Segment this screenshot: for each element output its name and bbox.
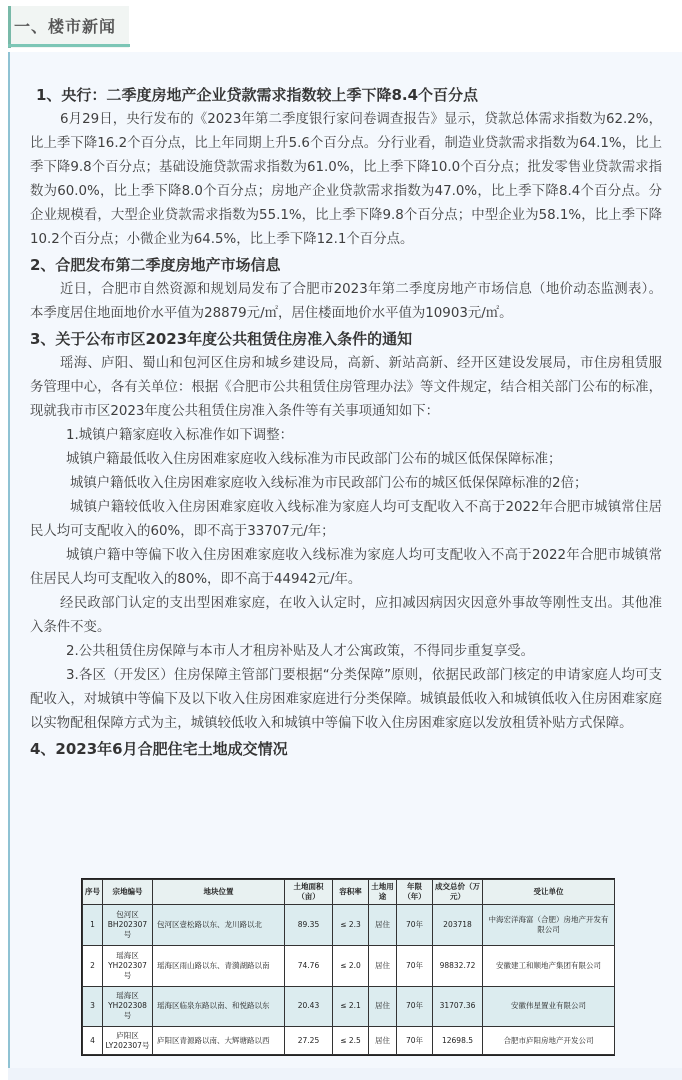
table-cell: 74.76 [285, 945, 333, 986]
heading-3: 3、关于公布市区2023年度公共租赁住房准入条件的通知 [30, 330, 413, 348]
table-cell: 1 [83, 905, 103, 946]
paragraph-3-line-b: 城镇户籍低收入住房困难家庭收入线标准为市民政部门公布的城区低保保障标准的2倍； [70, 476, 588, 491]
header-cell: 土地用途 [369, 880, 397, 905]
heading-2: 2、合肥发布第二季度房地产市场信息 [30, 256, 281, 274]
table-cell: 中海宏洋海富（合肥）房地产开发有限公司 [483, 905, 615, 946]
paragraph-3-line-c: 城镇户籍较低收入住房困难家庭收入线标准为家庭人均可支配收入不高于2022年合肥市城镇常住居民人均可支配收入的60%，即不高于33707元/年； [30, 500, 662, 539]
table-cell: 居住 [369, 905, 397, 946]
table-cell: 70年 [397, 945, 433, 986]
table-cell: 包河区壹松路以东、龙川路以北 [153, 905, 285, 946]
table-row [83, 986, 615, 1027]
paragraph-2: 近日，合肥市自然资源和规划局发布了合肥市2023年第二季度房地产市场信息（地价动态监测表）。本季度居住地面地价水平值为28879元/㎡，居住楼面地价水平值为10903元/㎡。 [30, 282, 662, 321]
paragraph-3-line-e: 经民政部门认定的支出型困难家庭，在收入认定时，应扣减因病因灾因意外事故等刚性支出。其他准入条件不变。 [30, 596, 662, 635]
table-row [83, 945, 615, 986]
section-title: 一、楼市新闻 [14, 17, 117, 36]
table-cell: 居住 [369, 1027, 397, 1055]
header-cell: 容积率 [333, 880, 369, 905]
table-cell: 70年 [397, 986, 433, 1027]
table-cell: 98832.72 [433, 945, 483, 986]
table-cell: 27.25 [285, 1027, 333, 1055]
section-title-underline [8, 44, 130, 47]
table-cell: 安徽建工和顺地产集团有限公司 [483, 945, 615, 986]
header-cell: 宗地编号 [103, 880, 153, 905]
header-cell: 土地面积（亩） [285, 880, 333, 905]
table-cell: 庐阳区LY202307号 [103, 1027, 153, 1055]
table-cell: 2 [83, 945, 103, 986]
table-cell: ≤ 2.0 [333, 945, 369, 986]
paragraph-3-line-a: 城镇户籍最低收入住房困难家庭收入线标准为市民政部门公布的城区低保保障标准； [66, 452, 562, 467]
paragraph-3-item3: 3.各区（开发区）住房保障主管部门要根据“分类保障”原则，依据民政部门核定的申请家庭人均可支配收入，对城镇中等偏下及以下收入住房困难家庭进行分类保障。城镇最低收入和城镇低收入住房困难家庭以实物配租保障方式为主，城镇较低收入和城镇中等偏下收入住房困难家庭以发放租赁补贴方式保障。 [30, 668, 662, 731]
article-body [30, 82, 662, 762]
header-cell: 序号 [83, 880, 103, 905]
table-cell: 瑶海区临泉东路以南、和悦路以东 [153, 986, 285, 1027]
table-cell: 合肥市庐阳房地产开发公司 [483, 1027, 615, 1055]
paragraph-3-item2: 2.公共租赁住房保障与本市人才租房补贴及人才公寓政策，不得同步重复享受。 [66, 644, 535, 659]
header-cell: 受让单位 [483, 880, 615, 905]
paragraph-1: 6月29日，央行发布的《2023年第二季度银行家问卷调查报告》显示，贷款总体需求指数为62.2%，比上季下降16.2个百分点，比上年同期上升5.6个百分点。分行业看，制造业贷款需求指数为64.1%，比上季下降9.8个百分点；基础设施贷款需求指数为61.0%，比上季下降10.0个百分点；批发零售业贷款需求指数为60.0%，比上季下降8.0个百分点；房地产企业贷款需求指数为47.0%，比上季下降8.4个百分点。分企业规模看，大型企业贷款需求指数为55.1%，比上季下降9.8个百分点；中型企业为58.1%，比上季下降10.2个百分点；小微企业为64.5%，比上季下降12.1个百分点。 [30, 112, 662, 247]
table-cell: 瑶海区YH202308号 [103, 986, 153, 1027]
table-cell: 20.43 [285, 986, 333, 1027]
bottom-strip [8, 1068, 682, 1080]
paragraph-3-intro: 瑶海、庐阳、蜀山和包河区住房和城乡建设局，高新、新站高新、经开区建设发展局，市住房租赁服务管理中心，各有关单位：根据《合肥市公共租赁住房管理办法》等文件规定，结合相关部门公布的标准，现就我市市区2023年度公共租赁住房准入条件等有关事项通知如下： [30, 356, 662, 419]
table-cell: 居住 [369, 945, 397, 986]
section-header [0, 0, 682, 52]
table-cell: ≤ 2.1 [333, 986, 369, 1027]
table-cell: ≤ 2.3 [333, 905, 369, 946]
heading-4: 4、2023年6月合肥住宅土地成交情况 [30, 740, 288, 758]
header-cell: 年限（年） [397, 880, 433, 905]
table-cell: 瑶海区雨山路以东、青漪湖路以南 [153, 945, 285, 986]
paragraph-3-line-d: 城镇户籍中等偏下收入住房困难家庭收入线标准为家庭人均可支配收入不高于2022年合肥市城镇常住居民人均可支配收入的80%，即不高于44942元/年。 [30, 548, 662, 587]
header-cell: 成交总价（万元） [433, 880, 483, 905]
table-cell: 4 [83, 1027, 103, 1055]
table-cell: 203718 [433, 905, 483, 946]
header-cell: 地块位置 [153, 880, 285, 905]
table-cell: 12698.5 [433, 1027, 483, 1055]
heading-1: 1、央行：二季度房地产企业贷款需求指数较上季下降8.4个百分点 [36, 86, 479, 104]
table-row [83, 1027, 615, 1055]
table-cell: 包河区BH202307号 [103, 905, 153, 946]
table-cell: 3 [83, 986, 103, 1027]
table-cell: 31707.36 [433, 986, 483, 1027]
table-cell: 庐阳区青源路以南、大辉塘路以西 [153, 1027, 285, 1055]
land-transaction-table [81, 878, 615, 1056]
table-cell: 70年 [397, 905, 433, 946]
table-row [83, 905, 615, 946]
table-cell: 居住 [369, 986, 397, 1027]
table-cell: 70年 [397, 1027, 433, 1055]
table-cell: ≤ 2.5 [333, 1027, 369, 1055]
table-cell: 瑶海区YH202307号 [103, 945, 153, 986]
table-cell: 安徽伟星置业有限公司 [483, 986, 615, 1027]
paragraph-3-item1: 1.城镇户籍家庭收入标准作如下调整： [66, 428, 294, 443]
table-header-row [83, 880, 615, 905]
table-cell: 89.35 [285, 905, 333, 946]
